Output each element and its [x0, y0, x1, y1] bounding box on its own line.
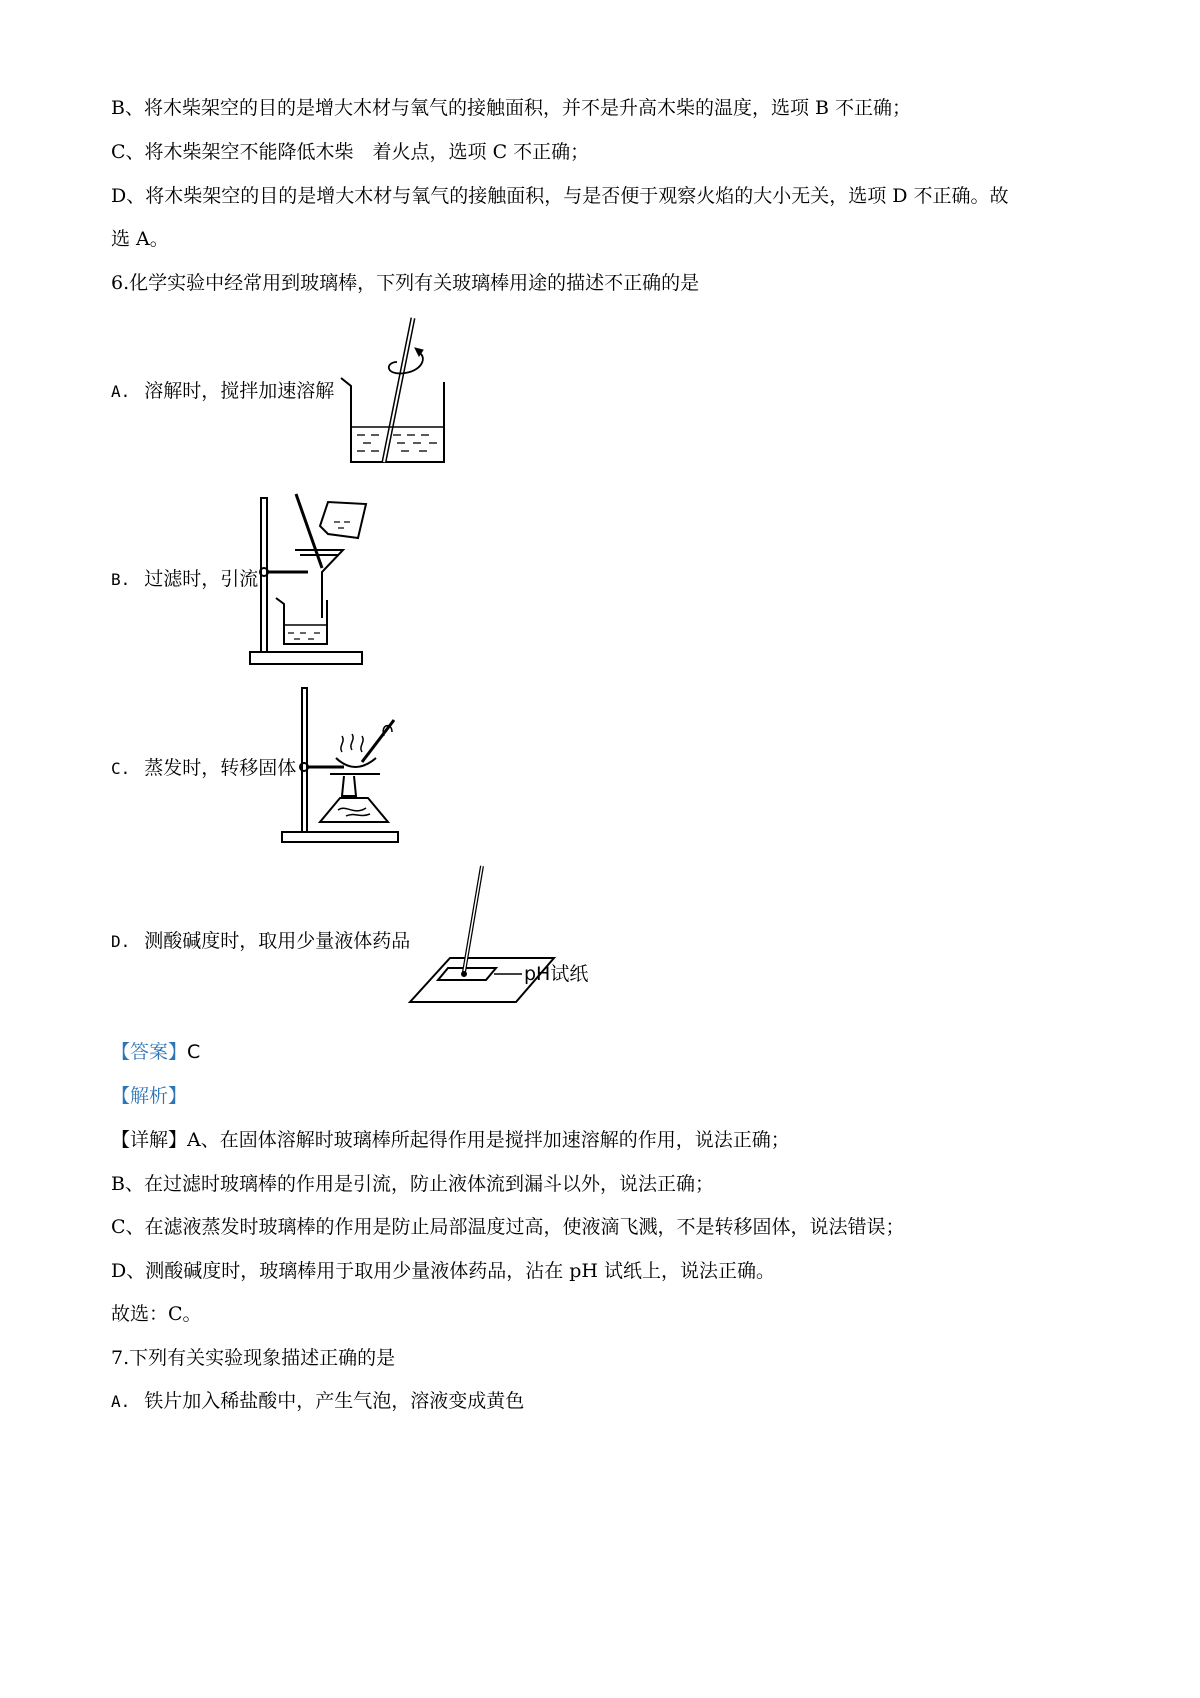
q6-option-b-letter: B.: [111, 570, 131, 589]
figure-evaporation-setup: [280, 686, 410, 846]
conclusion-line: 故选：C。: [111, 1303, 202, 1325]
analysis-line-c: C、将木柴架空不能降低木柴 着火点，选项 C 不正确；: [111, 141, 590, 163]
q6-option-c: [111, 755, 296, 782]
answer-value: C: [187, 1041, 201, 1063]
detail-line-c: C、在滤液蒸发时玻璃棒的作用是防止局部温度过高，使液滴飞溅，不是转移固体，说法错误；: [111, 1216, 905, 1238]
detail-line-d: D、测酸碱度时，玻璃棒用于取用少量液体药品，沾在 pH 试纸上，说法正确。: [111, 1260, 776, 1282]
detail-line-a: [111, 1127, 790, 1153]
q6-option-d-text: 测酸碱度时，取用少量液体药品: [144, 930, 411, 952]
detail-line-b: B、在过滤时玻璃棒的作用是引流，防止液体流到漏斗以外，说法正确；: [111, 1173, 714, 1195]
q7-option-a-text: 铁片加入稀盐酸中，产生气泡，溶液变成黄色: [144, 1390, 525, 1412]
q6-option-a-text: 溶解时，搅拌加速溶解: [144, 380, 335, 402]
analysis-tag: 【解析】: [111, 1085, 188, 1107]
q6-option-a: [111, 378, 334, 405]
figure-dissolving-beaker: [335, 310, 455, 475]
q6-option-d-letter: D.: [111, 932, 131, 951]
q7-option-a-letter: A.: [111, 1392, 131, 1411]
q6-option-b-text: 过滤时，引流: [144, 568, 259, 590]
analysis-line-d: D、将木柴架空的目的是增大木材与氧气的接触面积，与是否便于观察火焰的大小无关，选项 D 不正确。故: [111, 185, 1009, 207]
q6-option-d: [111, 928, 410, 955]
detail-tag: 【详解】: [111, 1129, 188, 1151]
q6-option-c-text: 蒸发时，转移固体: [144, 757, 297, 779]
q6-option-c-letter: C.: [111, 759, 131, 778]
analysis-line-b: B、将木柴架空的目的是增大木材与氧气的接触面积，并不是升高木柴的温度，选项 B 不正确；: [111, 97, 912, 119]
detail-a-text: A、在固体溶解时玻璃棒所起得作用是搅拌加速溶解的作用，说法正确；: [187, 1129, 790, 1151]
figure-ph-paper: [404, 862, 604, 1012]
answer-line: [111, 1039, 200, 1065]
q6-option-a-letter: A.: [111, 382, 131, 401]
analysis-line-d-cont: 选 A。: [111, 228, 169, 250]
q6-option-b: [111, 566, 258, 593]
ph-paper-label: pH试纸: [524, 963, 589, 985]
question-6-stem: 6.化学实验中经常用到玻璃棒，下列有关玻璃棒用途的描述不正确的是: [111, 272, 700, 294]
question-7-stem: 7.下列有关实验现象描述正确的是: [111, 1347, 396, 1369]
figure-filtration-setup: [248, 490, 378, 670]
q7-option-a: [111, 1388, 524, 1415]
answer-tag: 【答案】: [111, 1041, 188, 1063]
